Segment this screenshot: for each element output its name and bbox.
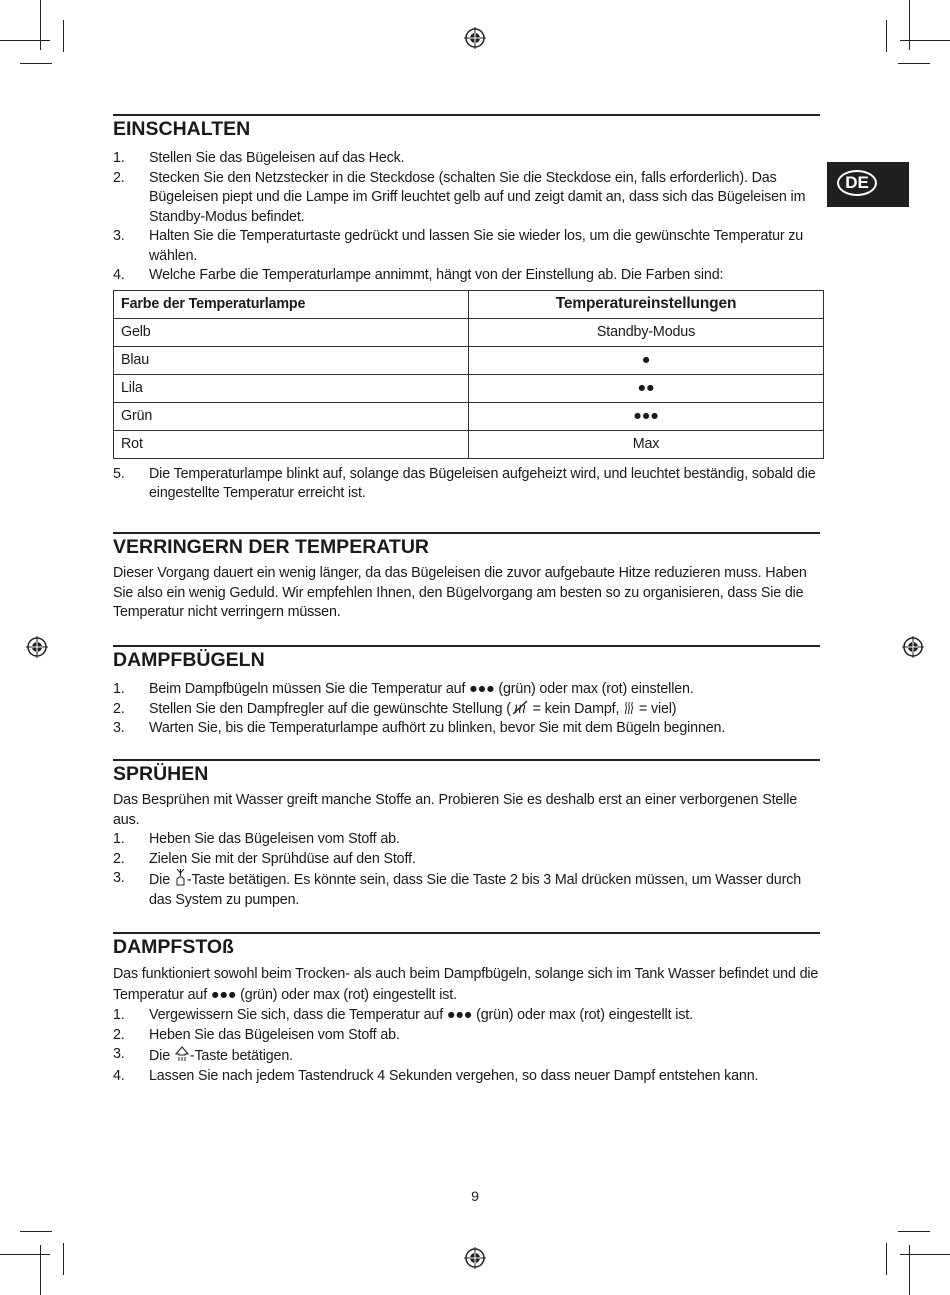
table-cell: Gelb	[114, 318, 469, 346]
list-number: 3.	[113, 228, 125, 244]
crop-mark	[63, 20, 64, 52]
language-tab	[827, 162, 909, 207]
crop-mark	[898, 1231, 930, 1232]
crop-mark	[40, 1245, 41, 1295]
table-cell: ●	[469, 346, 824, 374]
paragraph: Das Besprühen mit Wasser greift manche Stoffe an. Probieren Sie es deshalb erst an einer verborgenen Stelle aus.	[113, 792, 798, 828]
section-title: EINSCHALTEN	[113, 118, 251, 140]
table-cell: Lila	[114, 374, 469, 402]
list-text: Die	[149, 872, 174, 888]
section-dampfbuegeln	[113, 645, 825, 739]
list-item	[113, 1006, 825, 1026]
crop-mark	[20, 1231, 52, 1232]
crop-mark	[886, 1243, 887, 1275]
table-cell: Max	[469, 430, 824, 458]
list-item	[113, 719, 825, 739]
list-number: 2.	[113, 1026, 125, 1043]
list-text: = viel)	[635, 700, 677, 717]
list-number: 1.	[113, 681, 125, 697]
table-row	[114, 402, 824, 430]
list-text: -Taste betätigen. Es könnte sein, dass Sie die Taste 2 bis 3 Mal drücken müssen, um Wasser durch das System zu pumpen.	[149, 872, 802, 908]
list-text: Die	[149, 1048, 174, 1064]
no-steam-icon	[511, 700, 529, 715]
table-cell: Blau	[114, 346, 469, 374]
list-number: 2.	[113, 700, 125, 717]
list-text: Halten Sie die Temperaturtaste gedrückt und lassen Sie sie wieder los, um die gewünschte Temperatur zu wählen.	[149, 228, 804, 264]
section-title: DAMPFSTOß	[113, 936, 234, 958]
table-header: Temperatureinstellungen	[469, 290, 824, 318]
crop-mark	[909, 0, 910, 50]
list-item	[113, 266, 825, 286]
spray-icon	[174, 869, 187, 886]
list-text: Die Temperaturlampe blinkt auf, solange das Bügeleisen aufgeheizt wird, und leuchtet beständig, sobald die eingestellte Temperatur erreicht ist.	[149, 465, 816, 501]
table-cell: Standby-Modus	[469, 318, 824, 346]
section-einschalten	[113, 114, 825, 504]
table-cell: Rot	[114, 430, 469, 458]
section-dampfstoss	[113, 932, 825, 1086]
registration-mark-icon	[902, 636, 924, 658]
section-title: DAMPFBÜGELN	[113, 649, 265, 671]
language-label: DE	[837, 170, 877, 196]
temperature-table	[113, 290, 824, 459]
registration-mark-icon	[464, 1247, 486, 1269]
crop-mark	[20, 63, 52, 64]
list-number: 1.	[113, 1007, 125, 1023]
table-cell: Grün	[114, 402, 469, 430]
section-verringern	[113, 532, 825, 623]
section-rule	[113, 645, 820, 647]
list-text: Stecken Sie den Netzstecker in die Steckdose (schalten Sie die Steckdose ein, falls erforderlich). Das Bügeleisen piept und die Lampe im Griff leuchtet gelb auf und zeigt damit an, dass sich das Bügeleisen im Standby-Modus befindet.	[149, 169, 806, 225]
section-rule	[113, 114, 820, 116]
crop-mark	[0, 1254, 50, 1255]
paragraph: Das funktioniert sowohl beim Trocken- als auch beim Dampfbügeln, solange sich im Tank Wasser befindet und die Temperatur auf ●●● (grün) oder max (rot) eingestellt ist.	[113, 966, 819, 1003]
list-text: Stellen Sie das Bügeleisen auf das Heck.	[149, 150, 405, 166]
list-item	[113, 149, 825, 169]
list-item	[113, 680, 825, 700]
crop-mark	[900, 40, 950, 41]
crop-mark	[63, 1243, 64, 1275]
list-text: = kein Dampf,	[528, 700, 624, 717]
registration-mark-icon	[464, 27, 486, 49]
list-item	[113, 169, 825, 228]
section-rule	[113, 932, 820, 934]
crop-mark	[40, 0, 41, 50]
crop-mark	[898, 63, 930, 64]
list-text: Vergewissern Sie sich, dass die Temperatur auf ●●● (grün) oder max (rot) eingestellt ist.	[149, 1007, 693, 1023]
registration-mark-icon	[26, 636, 48, 658]
list-number: 1.	[113, 150, 125, 166]
section-rule	[113, 532, 820, 534]
crop-mark	[886, 20, 887, 52]
table-row	[114, 346, 824, 374]
list-number: 1.	[113, 831, 125, 847]
paragraph: Dieser Vorgang dauert ein wenig länger, da das Bügeleisen die zuvor aufgebaute Hitze reduzieren muss. Haben Sie also ein wenig Geduld. Wir empfehlen Ihnen, den Bügelvorgang am besten so zu organisieren, dass Sie die Temperatur nicht verringern müssen.	[113, 565, 807, 620]
section-title: VERRINGERN DER TEMPERATUR	[113, 536, 429, 558]
list-item	[113, 830, 825, 850]
list-item	[113, 1067, 825, 1087]
list-text: Stellen Sie den Dampfregler auf die gewünschte Stellung (	[149, 700, 511, 717]
crop-mark	[0, 40, 50, 41]
list-number: 4.	[113, 267, 125, 283]
table-cell: ●●●	[469, 402, 824, 430]
list-text: Heben Sie das Bügeleisen vom Stoff ab.	[149, 1026, 400, 1043]
list-item	[113, 869, 825, 910]
list-number: 3.	[113, 1046, 125, 1062]
list-text: -Taste betätigen.	[189, 1048, 293, 1064]
list-item	[113, 850, 825, 870]
list-item	[113, 1045, 825, 1067]
table-header-row	[114, 290, 824, 318]
table-row	[114, 318, 824, 346]
list-item	[113, 700, 825, 720]
table-header: Farbe der Temperaturlampe	[114, 290, 469, 318]
list-text: Welche Farbe die Temperaturlampe annimmt, hängt von der Einstellung ab. Die Farben sind:	[149, 267, 724, 283]
crop-mark	[900, 1254, 950, 1255]
table-cell: ●●	[469, 374, 824, 402]
list-text: Lassen Sie nach jedem Tastendruck 4 Sekunden vergehen, so dass neuer Dampf entstehen kann.	[149, 1067, 759, 1084]
list-text: Warten Sie, bis die Temperaturlampe aufhört zu blinken, bevor Sie mit dem Bügeln beginnen.	[149, 720, 726, 736]
list-text: Zielen Sie mit der Sprühdüse auf den Stoff.	[149, 850, 416, 867]
list-number: 5.	[113, 465, 125, 482]
list-item	[113, 465, 825, 504]
list-number: 2.	[113, 850, 125, 867]
steam-shot-icon	[174, 1045, 190, 1062]
list-number: 2.	[113, 169, 125, 186]
page-number: 9	[471, 1188, 479, 1204]
section-spruehen	[113, 759, 825, 910]
section-title: SPRÜHEN	[113, 763, 209, 785]
table-row	[114, 430, 824, 458]
list-text: Heben Sie das Bügeleisen vom Stoff ab.	[149, 831, 400, 847]
list-number: 3.	[113, 720, 125, 736]
section-rule	[113, 759, 820, 761]
list-item	[113, 1026, 825, 1046]
list-item	[113, 227, 825, 266]
list-text: Beim Dampfbügeln müssen Sie die Temperatur auf ●●● (grün) oder max (rot) einstellen.	[149, 681, 694, 697]
table-row	[114, 374, 824, 402]
list-number: 4.	[113, 1067, 125, 1084]
crop-mark	[909, 1245, 910, 1295]
list-number: 3.	[113, 870, 125, 886]
max-steam-icon	[623, 701, 635, 715]
